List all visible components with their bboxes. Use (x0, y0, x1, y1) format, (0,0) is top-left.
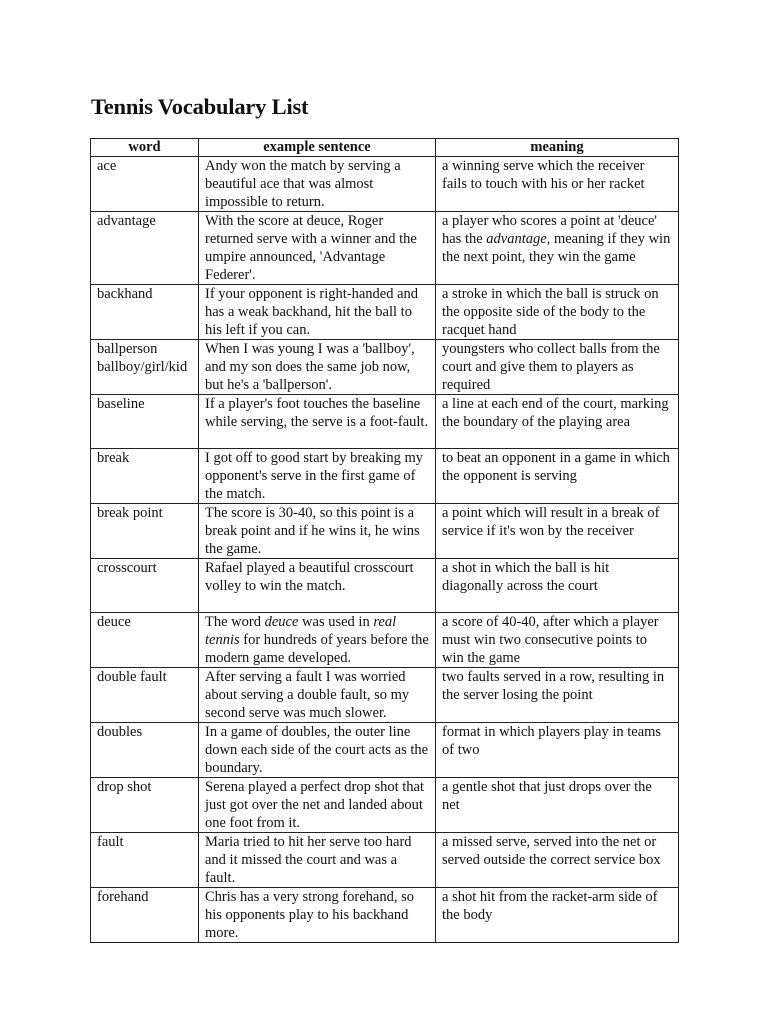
cell-meaning (436, 285, 679, 340)
cell-example-sentence (199, 833, 436, 888)
text-segment: a winning serve which the receiver fails to touch with his or her racket (442, 158, 645, 192)
table-row (91, 833, 679, 888)
cell-word: deuce (91, 613, 199, 668)
text-segment: a point which will result in a break of service if it's won by the receiver (442, 505, 660, 539)
cell-word: baseline (91, 395, 199, 449)
text-segment: In a game of doubles, the outer line down each side of the court acts as the boundary. (205, 724, 429, 776)
cell-meaning (436, 833, 679, 888)
cell-example-sentence (199, 285, 436, 340)
cell-example-sentence (199, 668, 436, 723)
cell-meaning (436, 395, 679, 449)
page-title: Tennis Vocabulary List (91, 94, 309, 119)
text-segment: If your opponent is right-handed and has a weak backhand, hit the ball to his left if you can. (205, 286, 419, 338)
table-row (91, 285, 679, 340)
text-segment: youngsters who collect balls from the court and give them to players as required (442, 341, 660, 393)
cell-word: forehand (91, 888, 199, 943)
italic-text: deuce (264, 614, 299, 630)
text-segment: a line at each end of the court, marking the boundary of the playing area (442, 396, 669, 430)
text-segment: Maria tried to hit her serve too hard and it missed the court and was a fault. (205, 834, 412, 886)
cell-word: drop shot (91, 778, 199, 833)
text-segment: a shot hit from the racket-arm side of the body (442, 889, 658, 923)
text-segment: a score of 40-40, after which a player must win two consecutive points to win the game (442, 614, 659, 666)
text-segment: a stroke in which the ball is struck on the opposite side of the body to the racquet hand (442, 286, 659, 338)
text-segment: Rafael played a beautiful crosscourt volley to win the match. (205, 560, 414, 594)
cell-word: fault (91, 833, 199, 888)
cell-example-sentence (199, 340, 436, 395)
table-header-row (91, 139, 679, 157)
italic-text: advantage (486, 231, 547, 247)
column-header-meaning: meaning (436, 139, 679, 157)
table-row (91, 723, 679, 778)
vocabulary-table (90, 138, 679, 943)
text-segment: for hundreds of years before the modern game developed. (205, 632, 429, 666)
text-segment: I got off to good start by breaking my opponent's serve in the first game of the match. (205, 450, 424, 502)
text-segment: When I was young I was a 'ballboy', and my son does the same job now, but he's a 'ballperson'. (205, 341, 415, 393)
cell-meaning (436, 668, 679, 723)
table-row (91, 504, 679, 559)
text-segment: a missed serve, served into the net or served outside the correct service box (442, 834, 661, 868)
text-segment: With the score at deuce, Roger returned serve with a winner and the umpire announced, 'Advantage Federer'. (205, 213, 417, 283)
table-row (91, 157, 679, 212)
table-row (91, 778, 679, 833)
cell-meaning (436, 723, 679, 778)
cell-example-sentence (199, 449, 436, 504)
cell-word: doubles (91, 723, 199, 778)
text-segment: to beat an opponent in a game in which the opponent is serving (442, 450, 670, 484)
cell-meaning (436, 340, 679, 395)
text-segment: a shot in which the ball is hit diagonally across the court (442, 560, 610, 594)
text-segment: two faults served in a row, resulting in the server losing the point (442, 669, 665, 703)
cell-word: backhand (91, 285, 199, 340)
text-segment: a gentle shot that just drops over the net (442, 779, 652, 813)
cell-meaning (436, 888, 679, 943)
italic-text: real tennis (205, 614, 397, 648)
table-row (91, 212, 679, 285)
cell-example-sentence (199, 723, 436, 778)
cell-meaning (436, 504, 679, 559)
column-header-word: word (91, 139, 199, 157)
cell-meaning (436, 157, 679, 212)
table-row (91, 888, 679, 943)
text-segment: , meaning if they win the next point, they win the game (442, 231, 671, 265)
text-segment: Chris has a very strong forehand, so his opponents play to his backhand more. (205, 889, 414, 941)
cell-meaning (436, 449, 679, 504)
cell-example-sentence (199, 504, 436, 559)
text-segment: After serving a fault I was worried about serving a double fault, so my second serve was much slower. (205, 669, 410, 721)
table-row (91, 340, 679, 395)
cell-example-sentence (199, 395, 436, 449)
table-row (91, 395, 679, 449)
cell-meaning (436, 559, 679, 613)
cell-word: advantage (91, 212, 199, 285)
cell-example-sentence (199, 559, 436, 613)
text-segment: was used in (298, 614, 374, 630)
text-segment: a player who scores a point at 'deuce' has the (442, 213, 657, 247)
table-body (91, 157, 679, 943)
text-segment: The word (205, 614, 265, 630)
cell-word: ace (91, 157, 199, 212)
column-header-example-sentence: example sentence (199, 139, 436, 157)
cell-word: double fault (91, 668, 199, 723)
table-row (91, 559, 679, 613)
text-segment: Andy won the match by serving a beautiful ace that was almost impossible to return. (205, 158, 401, 210)
cell-word: break point (91, 504, 199, 559)
text-segment: format in which players play in teams of two (442, 724, 662, 758)
cell-example-sentence (199, 613, 436, 668)
text-segment: If a player's foot touches the baseline while serving, the serve is a foot-fault. (205, 396, 429, 430)
text-segment: Serena played a perfect drop shot that just got over the net and landed about one foot from it. (205, 779, 425, 831)
cell-example-sentence (199, 778, 436, 833)
cell-meaning (436, 613, 679, 668)
cell-example-sentence (199, 888, 436, 943)
table-row (91, 613, 679, 668)
cell-example-sentence (199, 157, 436, 212)
cell-meaning (436, 778, 679, 833)
table-row (91, 449, 679, 504)
text-segment: The score is 30-40, so this point is a break point and if he wins it, he wins the game. (205, 505, 420, 557)
table-row (91, 668, 679, 723)
cell-example-sentence (199, 212, 436, 285)
cell-word: crosscourt (91, 559, 199, 613)
cell-word: break (91, 449, 199, 504)
cell-meaning (436, 212, 679, 285)
cell-word: ballperson ballboy/girl/kid (91, 340, 199, 395)
